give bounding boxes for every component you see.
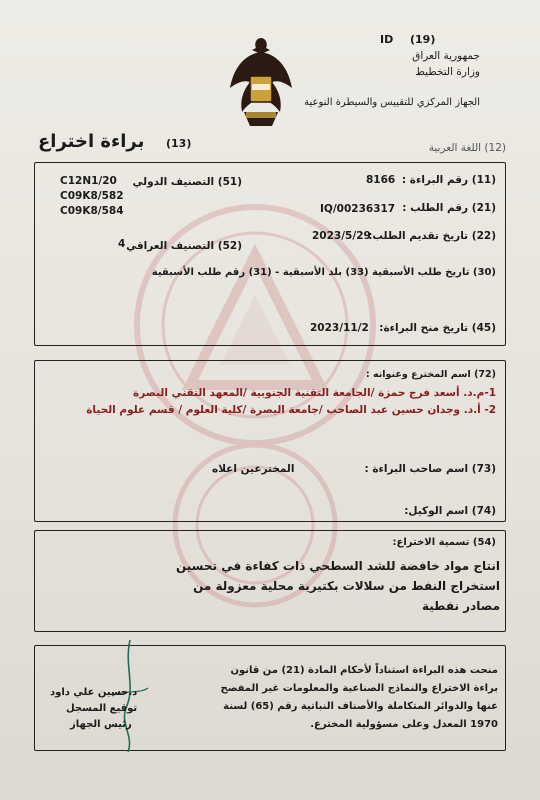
signature-role-1: توقيع المسجل [66, 703, 138, 714]
grant-date-label: (45) تاريخ منح البراءة: [379, 322, 496, 334]
patent-number: 8166 [366, 174, 396, 186]
filing-date-label: (22) تاريخ تقديم الطلب: [368, 230, 496, 242]
inventor-2: 2- أ.د. وجدان حسين عبد الصاحب /جامعة البصرة /كلية العلوم / قسم علوم الحياة [86, 404, 496, 416]
ministry-name: وزارة التخطيط [415, 66, 480, 78]
iraqi-class-label: (52) التصنيف العراقي [126, 240, 242, 252]
country-name: جمهورية العراق [412, 50, 480, 62]
patent-number-label: (11) رقم البراءة : [401, 174, 496, 186]
inventor-1: 1-م.د. أسعد فرج حمزة /الجامعة التقنية الجنوبية /المعهد التقني البصرة [133, 387, 496, 399]
grant-date: 2023/11/2 [310, 322, 369, 334]
invention-label: (54) تسمية الاختراع: [392, 537, 496, 548]
grant-text-line-4: 1970 المعدل وعلى مسؤولية المخترع. [310, 719, 498, 730]
filing-date: 2023/5/29 [312, 230, 371, 242]
intl-class-label: (51) التصنيف الدولي [132, 176, 242, 188]
owner-name: المخترعين اعلاه [212, 463, 295, 475]
invention-title-line-1: انتاج مواد خافضة للشد السطحي ذات كفاءة في تحسين [175, 559, 500, 573]
intl-class-3: C09K8/584 [60, 205, 124, 217]
grant-text-line-1: منحت هذه البراءة استناداً لأحكام المادة (21) من قانون [230, 665, 498, 676]
invention-title-line-3: مصادر نفطية [421, 599, 500, 613]
signatory-name: د.حسين علي داود [50, 687, 138, 698]
signature-role-2: رئيس الجهاز [70, 719, 132, 730]
document-title: براءة اختراع [38, 131, 145, 152]
language-note: (12) اللغة العربية [428, 142, 506, 154]
grant-text-line-2: براءة الاختراع والنماذج الصناعية والمعلومات غير المفصح [220, 683, 498, 694]
grant-text-line-3: عنها والدوائر المتكاملة والأصناف النباتية رقم (65) لسنة [223, 701, 498, 712]
intl-class-2: C09K8/582 [60, 190, 124, 202]
agency-name: الجهاز المركزي للتقييس والسيطرة النوعية [304, 97, 480, 108]
invention-title-line-2: استخراج النفط من سلالات بكتيرية محلية معزولة من [193, 579, 500, 593]
owner-label: (73) اسم صاحب البراءة : [364, 463, 496, 475]
agent-label: (74) اسم الوكيل: [404, 505, 496, 517]
intl-class-1: C12N1/20 [60, 175, 117, 187]
document-mark: ID [380, 33, 394, 46]
document-number: (19) [410, 33, 436, 46]
priority-line: (30) تاريخ طلب الأسبقية (33) بلد الأسبقية - (31) رقم طلب الأسبقية [151, 267, 496, 278]
iraq-emblem-icon [228, 36, 294, 128]
title-code: (13) [166, 137, 192, 150]
parties-box [34, 360, 506, 522]
application-number: IQ/00236317 [320, 203, 396, 215]
iraqi-class: 4 [118, 238, 126, 250]
application-number-label: (21) رقم الطلب : [402, 202, 496, 214]
inventors-label: (72) اسم المخترع وعنوانه : [365, 369, 496, 380]
